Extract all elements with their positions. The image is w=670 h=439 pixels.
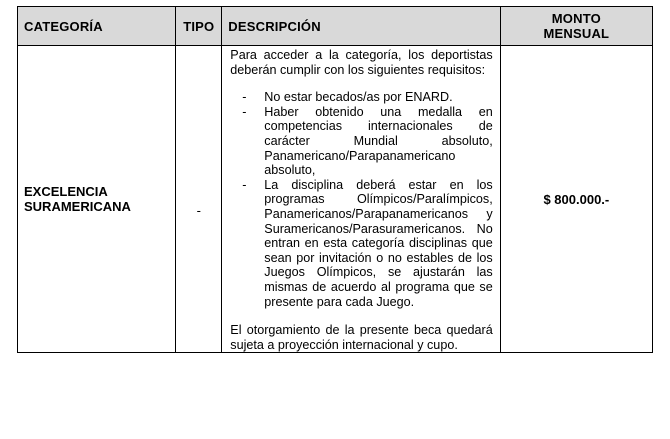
requisito-item xyxy=(242,104,493,178)
requisito-text: No estar becados/as por ENARD. xyxy=(264,90,453,105)
header-descripcion: DESCRIPCIÓN xyxy=(222,7,500,46)
requisitos-list xyxy=(230,90,492,309)
categoria-line1: EXCELENCIA xyxy=(24,184,108,200)
bullet-dash: - xyxy=(242,90,247,105)
descripcion-intro: Para acceder a la categoría, los deportistas deberán cumplir con los siguientes requisitos: xyxy=(230,48,493,77)
categoria-line2: SURAMERICANA xyxy=(24,199,131,215)
monto-cell: $ 800.000.- xyxy=(500,46,652,353)
requisito-item xyxy=(242,177,493,309)
header-monto-mensual xyxy=(500,7,652,46)
table-row xyxy=(18,46,653,353)
header-categoria: CATEGORÍA xyxy=(18,7,176,46)
bullet-dash: - xyxy=(242,177,247,192)
requisito-item xyxy=(242,90,492,105)
categoria-cell xyxy=(18,46,176,353)
descripcion-cell xyxy=(222,46,500,353)
header-monto-line2: MENSUAL xyxy=(543,26,610,41)
becas-table xyxy=(17,6,653,353)
header-tipo: TIPO xyxy=(176,7,222,46)
tipo-cell: - xyxy=(176,46,222,353)
requisito-text: Haber obtenido una medalla en competencias internacionales de carácter Mundial absoluto, Panamericano/Parapanamericano absoluto, xyxy=(264,104,493,178)
bullet-dash: - xyxy=(242,104,247,119)
table-header-row xyxy=(18,7,653,46)
descripcion-cierre: El otorgamiento de la presente beca quedará sujeta a proyección internacional y cupo. xyxy=(230,323,493,352)
header-monto-line1: MONTO xyxy=(551,11,601,26)
requisito-text: La disciplina deberá estar en los programas Olímpicos/Paralímpicos, Panamericanos/Parapanamericanos y Suramericanos/Parasuramericanos. No entran en esta categoría disciplinas que sean por invitación o no estables de los Juegos Olímpicos, se ajustarán las mismas de acuerdo al programa que se presente para cada Juego. xyxy=(264,177,493,309)
